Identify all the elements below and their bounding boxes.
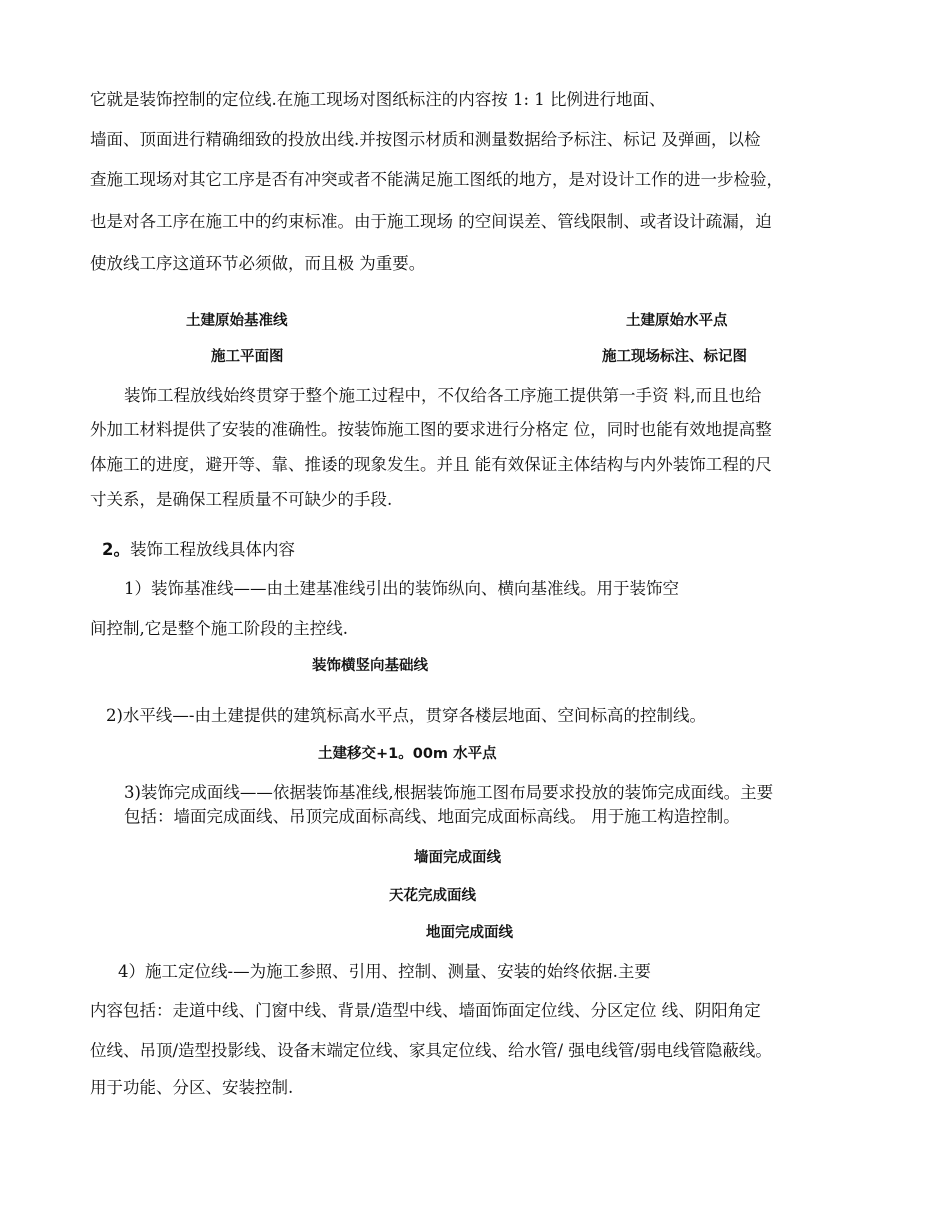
paragraph-2-line-3: 体施工的进度，避开等、靠、推诿的现象发生。并且 能有效保证主体结构与内外装饰工程的尺 (90, 455, 772, 474)
paragraph-2-line-2: 外加工材料提供了安装的准确性。按装饰施工图的要求进行分格定 位，同时也能有效地提高整 (90, 420, 772, 439)
paragraph-2-line-4: 寸关系，是确保工程质量不可缺少的手段. (90, 490, 393, 509)
section-title: 装饰工程放线具体内容 (129, 540, 295, 559)
item-3-line-2: 包括：墙面完成面线、吊顶完成面标高线、地面完成面标高线。 用于施工构造控制。 (124, 807, 740, 826)
intro-line-3: 查施工现场对其它工序是否有冲突或者不能满足施工图纸的地方，是对设计工作的进一步检验， (90, 170, 783, 189)
caption-decoration-baseline: 装饰横竖向基础线 (312, 658, 428, 674)
caption-handover-level-point: 土建移交+1。00m 水平点 (318, 746, 497, 762)
intro-line-5: 使放线工序这道环节必须做，而且极 为重要。 (90, 254, 426, 273)
caption-site-marking: 施工现场标注、标记图 (602, 349, 747, 365)
intro-line-4: 也是对各工序在施工中的约束标准。由于施工现场 的空间误差、管线限制、或者设计疏漏，迫 (90, 212, 772, 231)
item-4-line-3: 位线、吊顶/造型投影线、设备末端定位线、家具定位线、给水管/ 强电线管/弱电线管隐蔽线。 (90, 1041, 772, 1060)
item-3-line-1: 3)装饰完成面线——依据装饰基准线,根据装饰施工图布局要求投放的装饰完成面线。主要 (124, 783, 774, 802)
intro-line-2: 墙面、顶面进行精确细致的投放出线.并按图示材质和测量数据给予标注、标记 及弹画，以检 (90, 130, 761, 149)
caption-wall-finish-line: 墙面完成面线 (414, 850, 501, 866)
paragraph-2-line-1: 装饰工程放线始终贯穿于整个施工过程中，不仅给各工序施工提供第一手资 料,而且也给 (124, 386, 762, 405)
intro-line-1: 它就是装饰控制的定位线.在施工现场对图纸标注的内容按 1: 1 比例进行地面、 (90, 90, 666, 109)
item-2-line-1: 2)水平线—-由土建提供的建筑标高水平点，贯穿各楼层地面、空间标高的控制线。 (106, 706, 707, 725)
caption-floor-finish-line: 地面完成面线 (426, 925, 513, 941)
caption-civil-level-point: 土建原始水平点 (626, 313, 728, 329)
section-heading (102, 539, 295, 561)
item-4-line-4: 用于功能、分区、安装控制. (90, 1078, 294, 1097)
section-number: 2。 (102, 540, 130, 559)
item-4-line-2: 内容包括：走道中线、门窗中线、背景/造型中线、墙面饰面定位线、分区定位 线、阴阳角定 (90, 1001, 761, 1020)
item-4-line-1: 4）施工定位线-—为施工参照、引用、控制、测量、安装的始终依据.主要 (118, 962, 651, 981)
caption-ceiling-finish-line: 天花完成面线 (389, 888, 476, 904)
item-1-line-1: 1）装饰基准线——由土建基准线引出的装饰纵向、横向基准线。用于装饰空 (124, 579, 679, 598)
item-1-line-2: 间控制,它是整个施工阶段的主控线. (90, 619, 348, 638)
caption-civil-baseline: 土建原始基准线 (186, 313, 288, 329)
caption-floor-plan: 施工平面图 (211, 349, 284, 365)
